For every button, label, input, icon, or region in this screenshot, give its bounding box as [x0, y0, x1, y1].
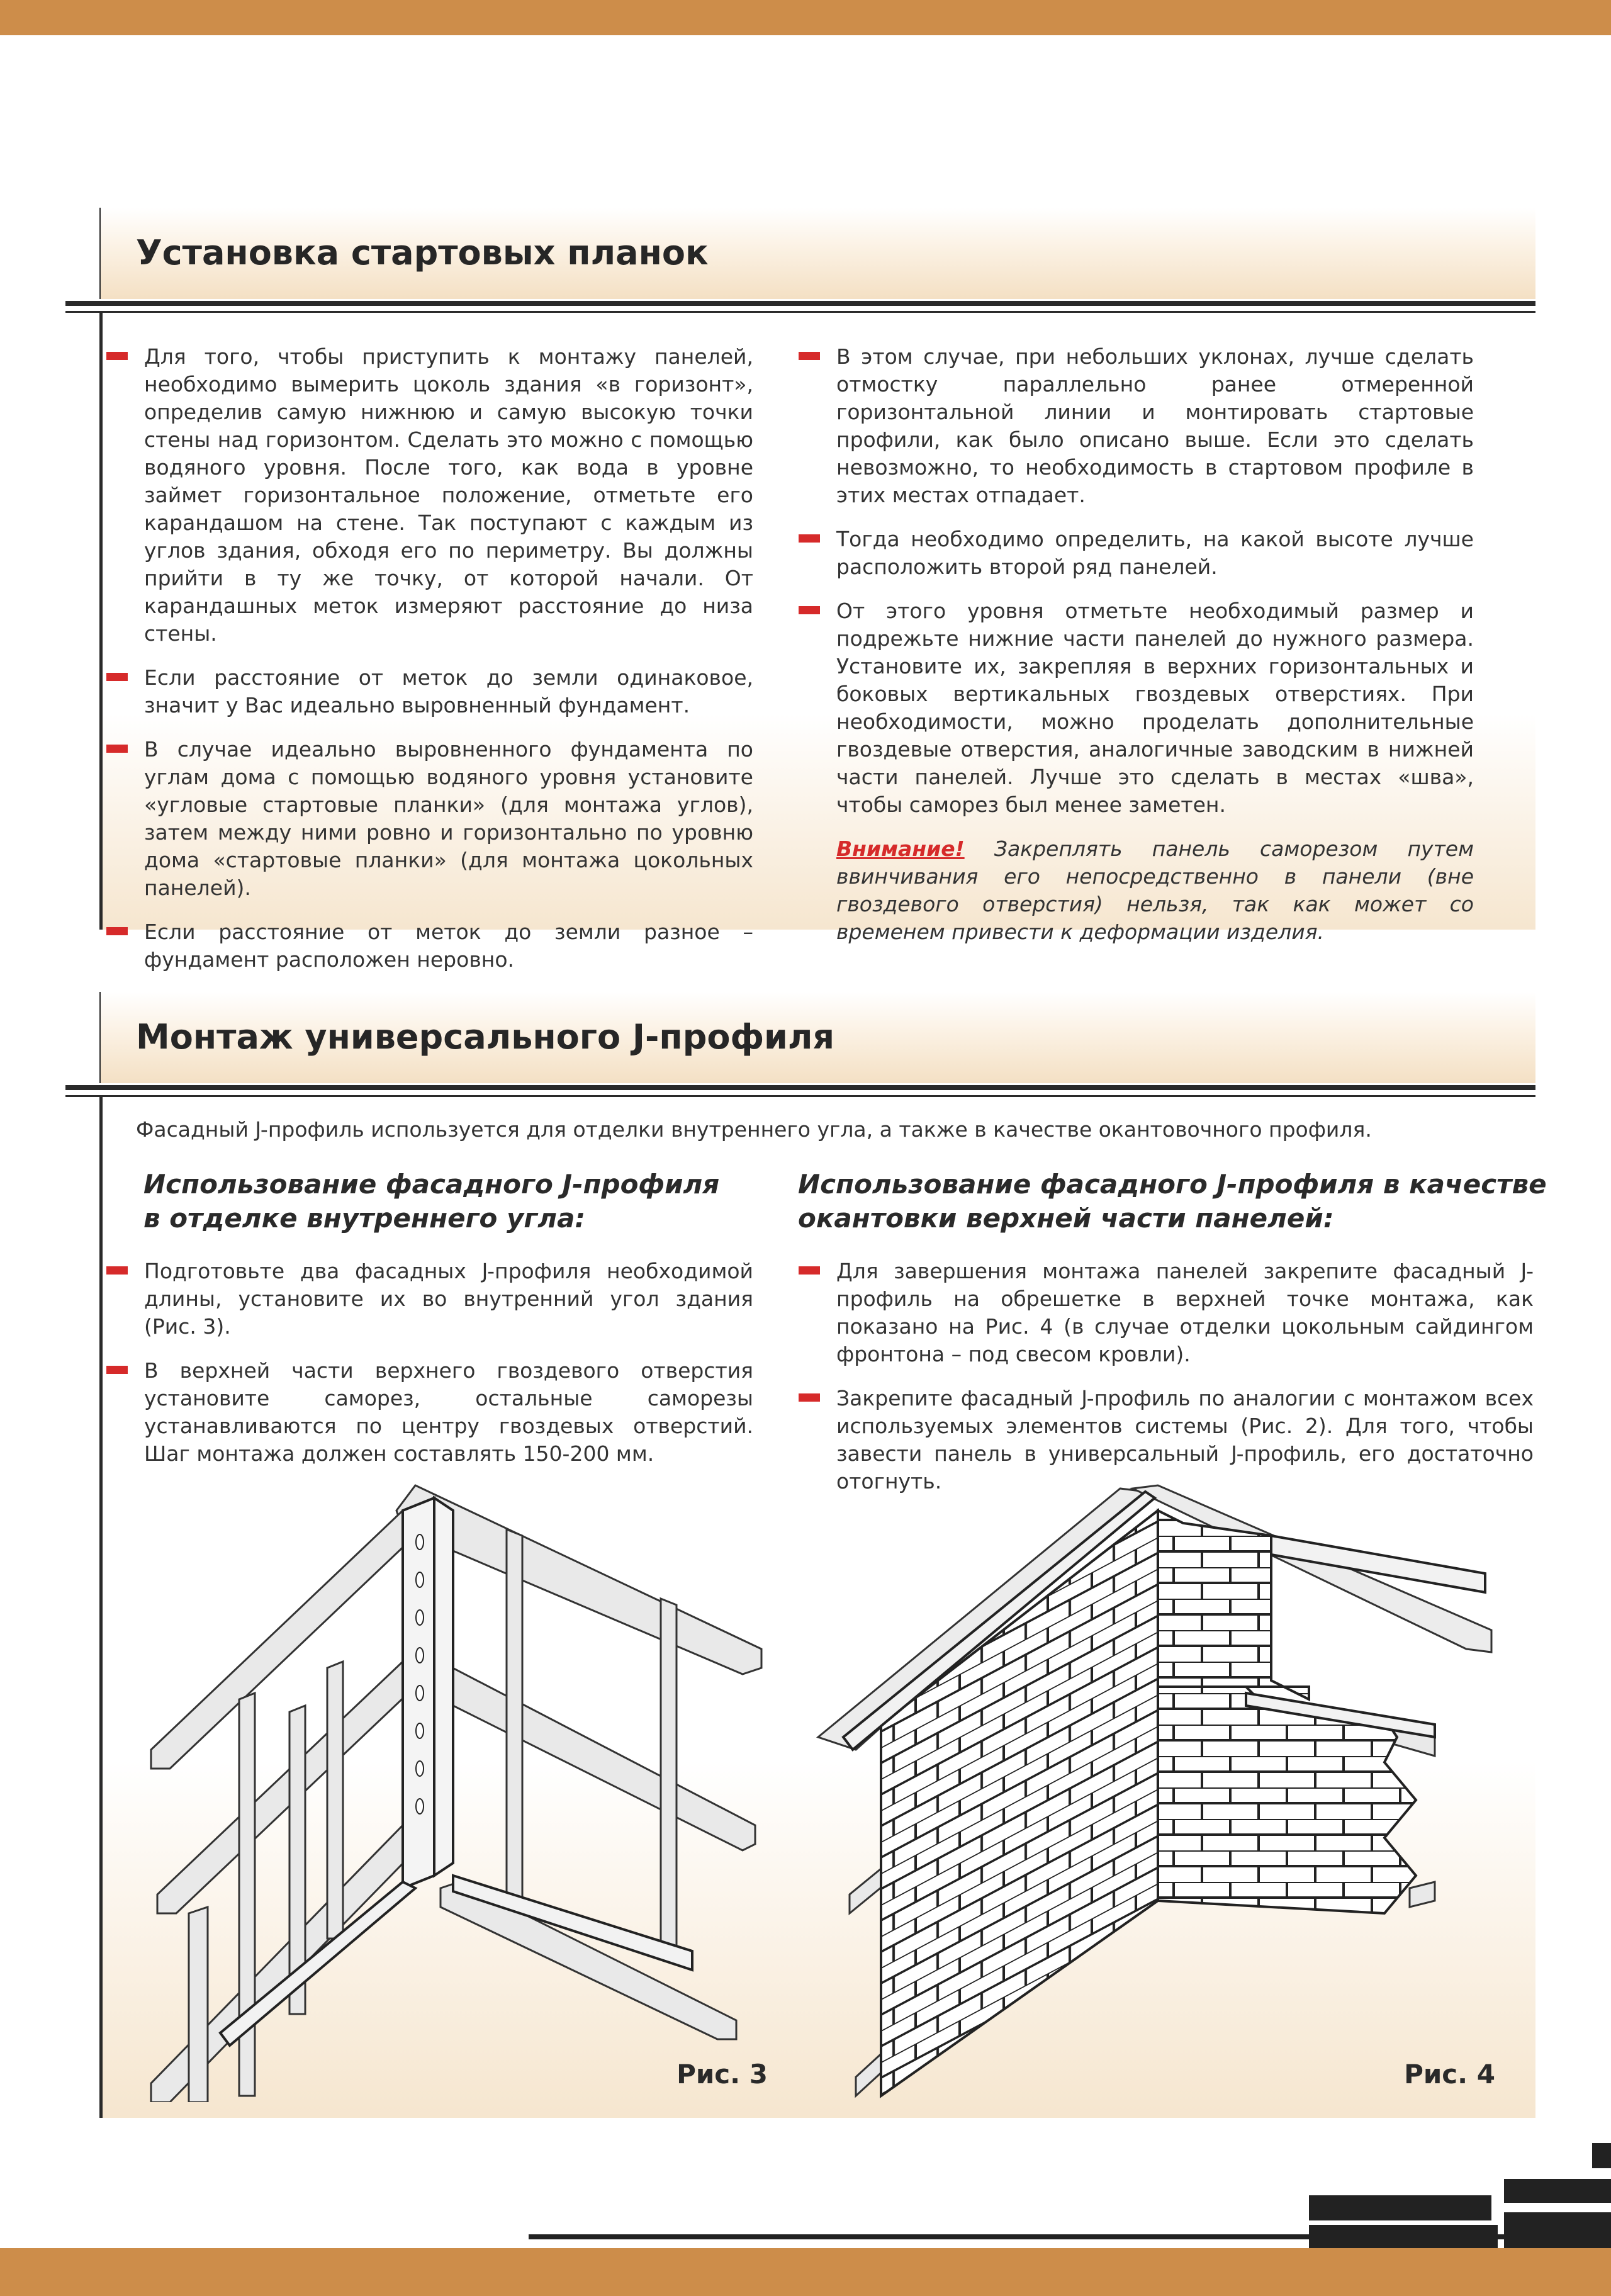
figure-3-caption: Рис. 3: [676, 2059, 768, 2090]
list-item: Для того, чтобы приступить к монтажу панелей, необходимо вымерить цоколь здания «в горизонт», определив самую нижнюю и самую высокую точки стены над горизонтом. Сделать это можно с помощью водяного уровня. После того, как вода в уровне займет горизонтальное положение, отметьте его карандашом на стене. Так поступают с каждым из углов здания, обходя его по периметру. Вы должны прийти в ту же точку, от которой начали. От карандашных меток измеряют расстояние до низа стены.: [104, 343, 753, 648]
top-accent-bar: [0, 0, 1611, 35]
section2-left-heading: Использование фасадного J-профиля в отделке внутреннего угла:: [143, 1169, 720, 1234]
list-item: В случае идеально выровненного фундамента по углам дома с помощью водяного уровня установите «угловые стартовые планки» (для монтажа углов), затем между ними ровно и горизонтально по уровню дома «стартовые планки» (для монтажа цокольных панелей).: [104, 736, 753, 902]
bullet-icon: [106, 1366, 128, 1374]
section2-intro: Фасадный J-профиль используется для отделки внутреннего угла, а также в качестве окантовочного профиля.: [136, 1117, 1372, 1142]
section1-right-column: [796, 343, 1474, 946]
bullet-icon: [799, 352, 820, 360]
list-item: Подготовьте два фасадных J-профиля необходимой длины, установите их во внутренний угол здания (Рис. 3).: [104, 1258, 753, 1341]
warning-text: Закреплять панель саморезом путем ввинчивания его непосредственно в панели (вне гвоздевого отверстия) нельзя, так как может со временем привести к деформации изделия.: [836, 836, 1474, 944]
list-item: В верхней части верхнего гвоздевого отверстия установите саморез, остальные саморезы устанавливаются по центру гвоздевых отверстий. Шаг монтажа должен составлять 150-200 мм.: [104, 1357, 753, 1468]
figure-4-caption: Рис. 4: [1404, 2059, 1495, 2090]
list-item: Для завершения монтажа панелей закрепите фасадный J-профиль на обрешетке в верхней точке монтажа, как показано на Рис. 4 (в случае отделки цокольным сайдингом фронтона – под свесом кровли).: [796, 1258, 1534, 1368]
bullet-icon: [106, 927, 128, 935]
decor-brick: [1504, 2179, 1611, 2203]
list-item: Закрепите фасадный J-профиль по аналогии с монтажом всех используемых элементов системы (Рис. 2). Для того, чтобы завести панель в универсальный J-профиль, его достаточно отогнуть.: [796, 1385, 1534, 1495]
section2-left-column: [104, 1258, 753, 1484]
decor-brick: [1504, 2212, 1611, 2248]
figure-3-framing-illustration: [138, 1473, 780, 2102]
decor-brick: [1309, 2195, 1491, 2220]
decor-brick: [1592, 2143, 1611, 2168]
bullet-icon: [106, 1266, 128, 1275]
bullet-icon: [106, 352, 128, 360]
list-item: Если расстояние от меток до земли разное – фундамент расположен неровно.: [104, 918, 753, 974]
bottom-accent-bar: [0, 2248, 1611, 2296]
bottom-rule: [529, 2234, 1611, 2239]
section2-title: Монтаж универсального J-профиля: [136, 1017, 835, 1057]
bullet-icon: [106, 673, 128, 681]
bullet-icon: [799, 1393, 820, 1402]
bullet-icon: [799, 606, 820, 614]
bullet-icon: [106, 745, 128, 753]
section2-right-heading: Использование фасадного J-профиля в качестве окантовки верхней части панелей:: [798, 1169, 1547, 1234]
list-item: От этого уровня отметьте необходимый размер и подрежьте нижние части панелей до нужного размера. Установите их, закрепляя в верхних горизонтальных и боковых вертикальных гвоздевых отверстиях. При необходимости, можно проделать дополнительные гвоздевые отверстия, аналогичные заводским в нижней части панелей. Лучше это сделать в местах «шва», чтобы саморез был менее заметен.: [796, 597, 1474, 819]
list-item: В этом случае, при небольших уклонах, лучше сделать отмостку параллельно ранее отмеренной горизонтальной линии и монтировать стартовые профили, как было описано выше. Если это сделать невозможно, то необходимость в стартовом профиле в этих местах отпадает.: [796, 343, 1474, 509]
list-item: Если расстояние от меток до земли одинаковое, значит у Вас идеально выровненный фундамент.: [104, 664, 753, 719]
bullet-icon: [799, 1266, 820, 1275]
bullet-icon: [799, 534, 820, 543]
section1-left-column: [104, 343, 753, 990]
figure-4-brick-panel-illustration: [806, 1473, 1510, 2102]
list-item: Тогда необходимо определить, на какой высоте лучше расположить второй ряд панелей.: [796, 526, 1474, 581]
warning-label: Внимание!: [836, 836, 965, 861]
section1-title: Установка стартовых планок: [136, 233, 709, 273]
warning-note: [796, 835, 1474, 946]
